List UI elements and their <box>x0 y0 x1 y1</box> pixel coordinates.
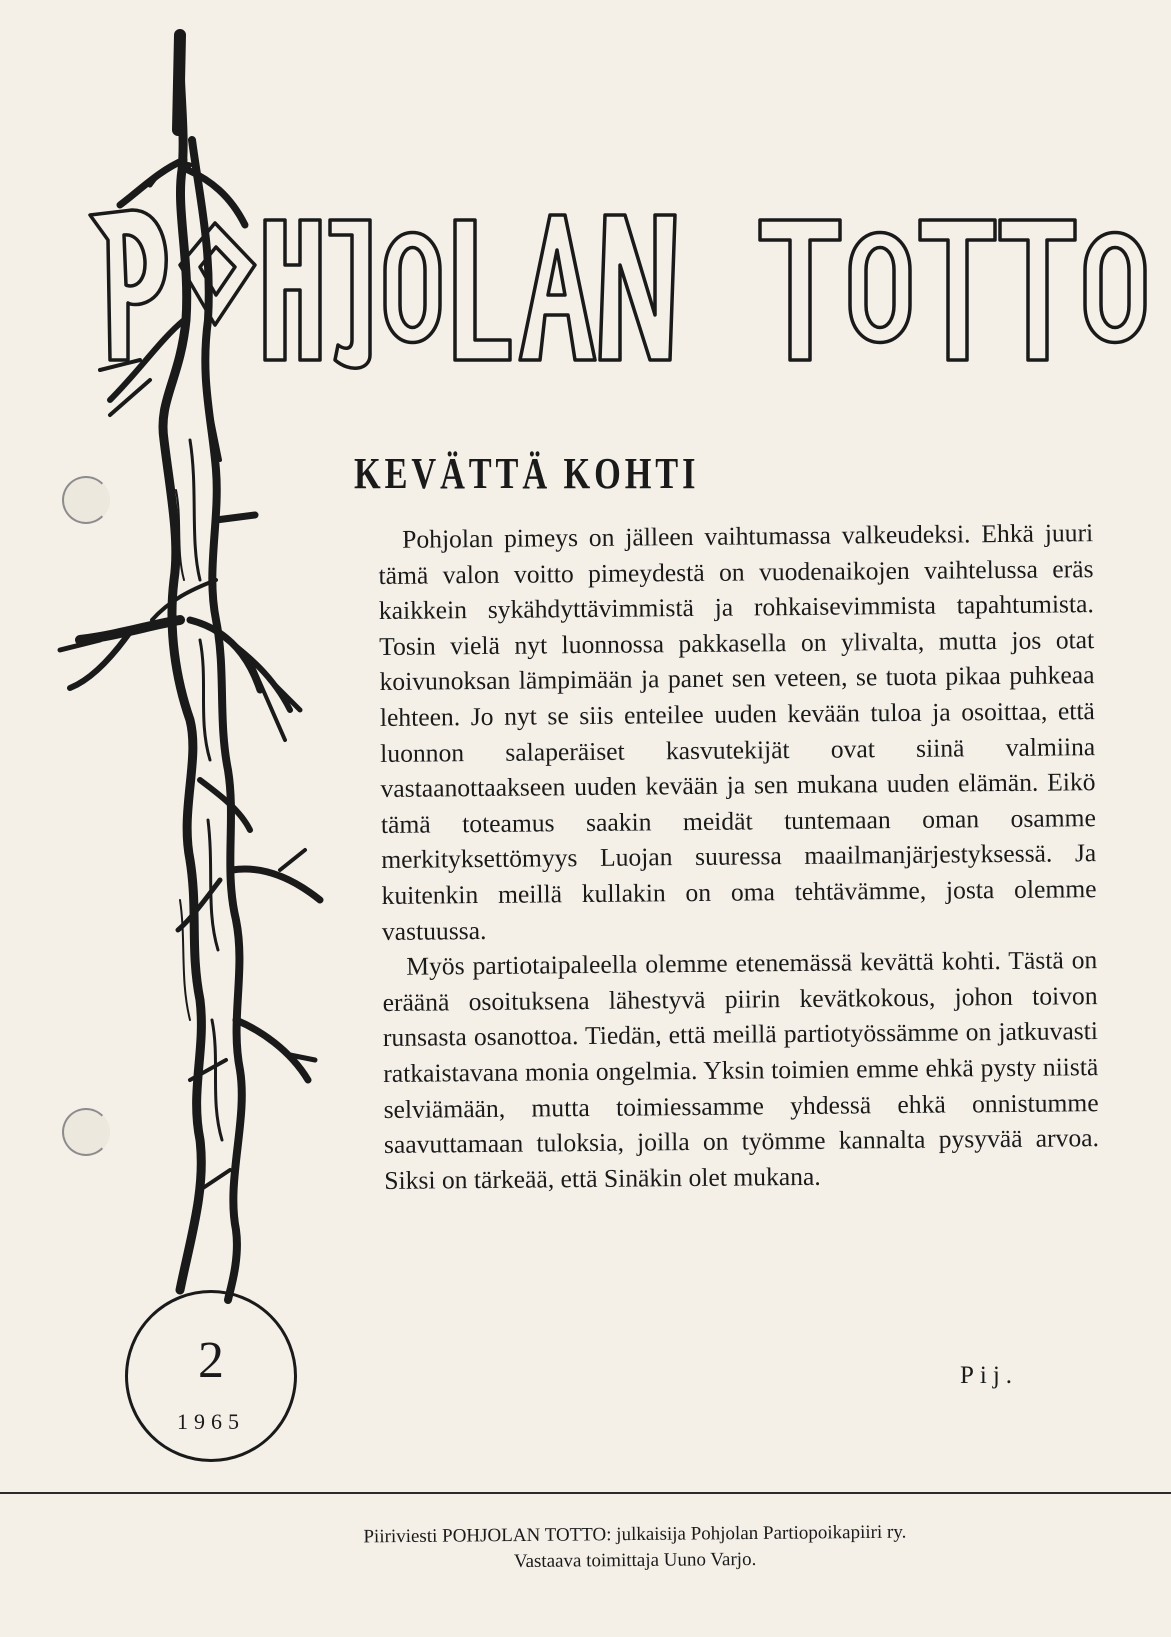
footer-divider <box>0 1492 1171 1494</box>
colophon-line-1: Piiriviesti POHJOLAN TOTTO: julkaisija Pohjolan Partiopoikapiiri ry. <box>363 1521 907 1548</box>
issue-badge <box>125 1290 297 1462</box>
colophon <box>200 1518 1070 1578</box>
colophon-line-2: Vastaava toimittaja Uuno Varjo. <box>513 1548 757 1573</box>
issue-number: 2 <box>198 1332 224 1389</box>
issue-year: 1965 <box>177 1409 245 1434</box>
masthead-title <box>80 195 1160 415</box>
article-headline: KEVÄTTÄ KOHTI <box>354 449 700 498</box>
article-paragraph-2: Myös partiotaipaleella olemme etenemässä kevättä kohti. Tästä on eräänä osoituksena lähestyvä piirin kevätkokous, johon toivon runsasta osanottoa. Tiedän, että meillä partiotyössämme on jatkuvasti ratkaistavana monia ongelmia. Yksin toimien emme ehkä pysty niistä selviämään, mutta toimiessamme yhdessä ehkä onnistumme saavuttamaan tuloksia, joilla on työmme kannalta pysyvää arvoa. Siksi on tärkeää, että Sinäkin olet mukana. <box>382 945 1100 1195</box>
article-signature: Pij. <box>960 1362 1019 1389</box>
article-paragraph-1: Pohjolan pimeys on jälleen vaihtumassa valkeudeksi. Ehkä juuri tämä valon voitto pimeydestä on vuodenaikojen vaihtelussa eräs kaikkein sykähdyttävimmistä ja rohkaisevimmista tapahtumista. Tosin vielä nyt luonnossa pakkasella on ylivalta, mutta jos otat koivunoksan lämpimään ja panet sen veteen, se tuota pikaa puhkeaa lehteen. Jo nyt se siis enteilee uuden kevään tuloa ja osoittaa, että luonnon salaperäiset kasvutekijät ovat siinä valmiina vastaanottaakseen uuden kevään ja sen mukana uuden elämän. Eikö tämä toteamus saakin meidät tuntemaan oman osamme merkityksettömyys Luojan suuressa maailmanjärjestyksessä. Ja kuitenkin meillä kullakin on oma tehtävämme, josta olemme vastuussa. <box>378 518 1097 946</box>
article-body <box>378 515 1099 1198</box>
